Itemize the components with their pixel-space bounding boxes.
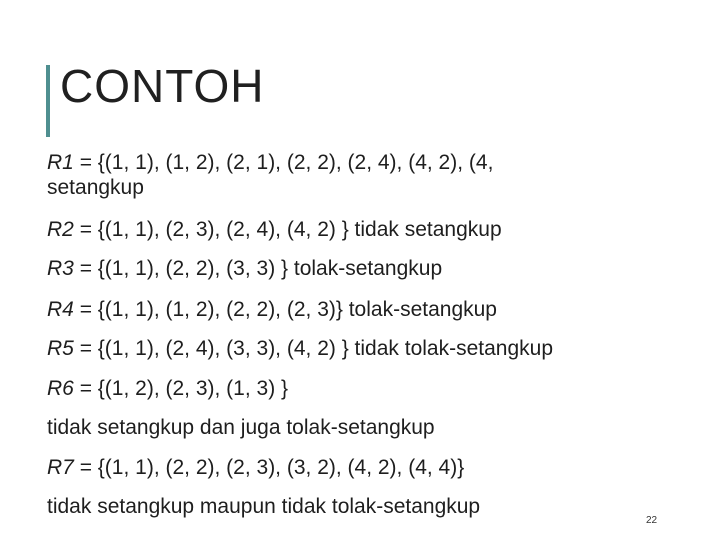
relation-r4-line: [47, 297, 497, 323]
relation-label: R1: [47, 151, 74, 174]
relation-label: R4: [47, 298, 74, 321]
relation-label: R2: [47, 218, 74, 241]
relation-r1-line: [47, 150, 493, 176]
relation-label: R6: [47, 377, 74, 400]
relation-r5-line: [47, 336, 553, 362]
relation-text: setangkup: [47, 176, 144, 199]
relation-r6-line: [47, 376, 288, 402]
relation-r2-line: [47, 217, 502, 243]
relation-r6-description: [47, 415, 435, 441]
relation-label: R5: [47, 337, 74, 360]
relation-text: = {(1, 1), (2, 4), (3, 3), (4, 2) } tidak tolak-setangkup: [73, 337, 554, 360]
relation-text: = {(1, 2), (2, 3), (1, 3) }: [73, 377, 289, 400]
relation-text: tidak setangkup dan juga tolak-setangkup: [47, 416, 435, 439]
relation-text: = {(1, 1), (2, 2), (2, 3), (3, 2), (4, 2), (4, 4)}: [73, 456, 465, 479]
relation-text: tidak setangkup maupun tidak tolak-setangkup: [47, 495, 481, 518]
relation-r7-description: [47, 494, 480, 520]
relation-label: R3: [47, 257, 74, 280]
relation-r3-line: [47, 256, 442, 282]
relation-label: R7: [47, 456, 74, 479]
page-number: 22: [646, 515, 658, 526]
relation-r1-continuation: [47, 175, 144, 201]
relation-text: = {(1, 1), (2, 3), (2, 4), (4, 2) } tidak setangkup: [73, 218, 502, 241]
title-accent-bar: [46, 65, 50, 137]
relation-text: = {(1, 1), (1, 2), (2, 1), (2, 2), (2, 4), (4, 2), (4,: [73, 151, 494, 174]
relation-text: = {(1, 1), (2, 2), (3, 3) } tolak-setangkup: [73, 257, 443, 280]
relation-r7-line: [47, 455, 464, 481]
slide-title: CONTOH: [60, 60, 265, 112]
relation-text: = {(1, 1), (1, 2), (2, 2), (2, 3)} tolak-setangkup: [73, 298, 497, 321]
